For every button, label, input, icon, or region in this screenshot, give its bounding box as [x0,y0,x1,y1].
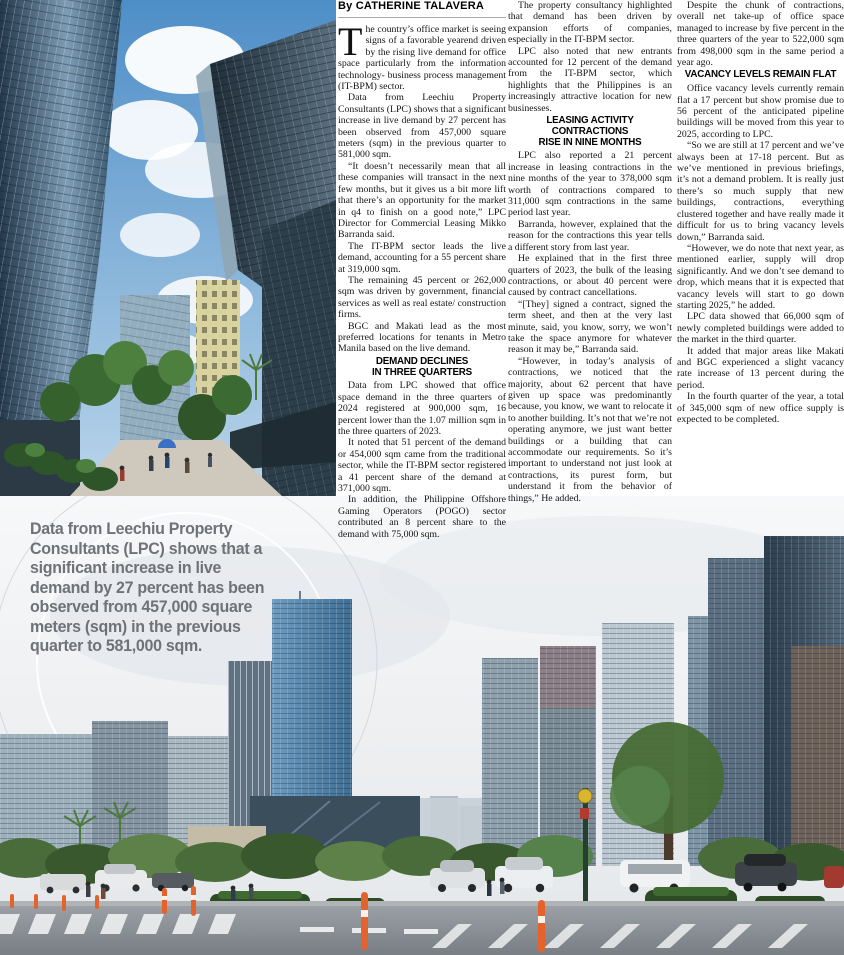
article-paragraph: LPC also noted that new entrants accounted for 12 percent of the demand from the IT-BPM sector, which highlights that the Philippines is an increasingly attractive location for new businesses. [508,45,672,114]
article-paragraph: The remaining 45 percent or 262,000 sqm was driven by government, financial services as well as real estate/ construction firms. [338,274,506,321]
article-paragraph: Office vacancy levels currently remain flat a 17 percent but show promise due to 56 percent of the anticipated pipeline buildings will be moved from this year to 2025, according to LPC. [677,83,844,140]
article-paragraph: “So we are still at 17 percent and we’ve always been at 17-18 percent. But as we’ve mentioned in previous briefings, it’s not a demand problem. It is really just there’s so much supply that new buildings, contractions, everything clustered together and have really made it difficult for us to bring vacancy levels down,” Barranda said. [677,140,844,243]
article-paragraph: BGC and Makati lead as the most preferred locations for tenants in Metro Manila based on the live demand. [338,320,506,355]
article-paragraph: He explained that in the first three quarters of 2023, the bulk of the leasing contractions, or about 40 percent were caused by contract cancellations. [508,253,672,299]
article-paragraph: “It doesn’t necessarily mean that all these companies will transact in the next few months, but it gives us a bit more lift that there’s an opportunity for the market in q4 to finish on a good note,” LPC Director for Commercial Leasing Mikko Barranda said. [338,160,506,241]
top-photo-skyscrapers-upward [0,0,336,496]
article-column-1 [338,0,506,540]
article-paragraph: LPC data showed that 66,000 sqm of newly completed buildings were added to the market in the third quarter. [677,311,844,346]
article-paragraph: “However, we do note that next year, as mentioned earlier, supply will drop significantly. And we don’t see demand to drop, which means that it is expected that vacancy levels will start to go down starting 2025,” he added. [677,242,844,311]
article-paragraph: It added that major areas like Makati and BGC experienced a slight vacancy rate increase of 13 percent during the period. [677,345,844,391]
byline: By CATHERINE TALAVERA [338,0,484,12]
article-paragraph: It noted that 51 percent of the demand or 454,000 sqm came from the traditional sector, while the IT-BPM sector registered a 41 percent share of the demand at 371,000 sqm. [338,437,506,495]
article-paragraph: The IT-BPM sector leads the live demand, accounting for a 55 percent share at 319,000 sqm. [338,240,506,275]
article-paragraph: Data from LPC showed that office space demand in the three quarters of 2024 registered at 900,000 sqm, 16 percent lower than the 1.07 million sqm in the three quarters of 2023. [338,380,506,437]
subheading-line: RISE IN NINE MONTHS [538,136,642,148]
byline-divider [338,17,506,18]
article-paragraph: The property consultancy highlighted that demand has been driven by expansion efforts of companies, especially in the IT-BPM sector. [508,0,672,46]
pull-quote: Data from Leechiu Property Consultants (LPC) shows that a significant increase in live demand by 27 percent has been observed from 457,000 square meters (sqm) in the previous quarter to 581,000 sqm. [30,519,265,655]
subheading-line: VACANCY LEVELS REMAIN FLAT [684,69,837,81]
subheading-line: IN THREE QUARTERS [371,366,473,378]
subheading-line: DEMAND DECLINES [375,355,469,367]
article-paragraph: “[They] signed a contract, signed the term sheet, and then at the very last minute, said, you know, sorry, we won’t take the space anymore for whatever reason it may be,” Barranda said. [508,298,672,356]
subheading-line: LEASING ACTIVITY CONTRACTIONS [546,115,634,137]
article-column-3 [677,0,844,425]
article-paragraph: Data from Leechiu Property Consultants (LPC) shows that a significant increase in live demand by 27 percent has been observed from 457,000 square meters (sqm) in the previous quarter to 581,000 sqm. [338,92,506,161]
article-paragraph: Barranda, however, explained that the reason for the contractions this year tells a different story from last year. [508,218,672,253]
article-paragraph: In addition, the Philippine Offshore Gaming Operators (POGO) sector contributed an 8 percent share to the demand with 75,000 sqm. [338,494,506,540]
subheading-vacancy-flat [677,70,844,81]
red-car [824,866,844,888]
article-paragraph: LPC also reported a 21 percent increase in leasing contractions in the nine months of the year to 378,000 sqm worth of contractions compared to 311,000 sqm contractions in the same period last year. [508,150,672,219]
article-paragraph: “However, in today’s analysis of contractions, we noticed that the majority, about 62 percent that have given up space was predominantly because, you know, we want to relocate it to another building. It’s not that we’re not operating anymore, we just want better buildings or a building that can accommodate our requirements. So it’s important to understand not just look at contractions, its purest form, but understand it from the behavior of things,” He added. [508,355,672,504]
subheading-demand-declines [338,357,506,379]
article-paragraph-text: he country’s office market is seeing signs of a favorable yearend driven by the rising live demand for office space particularly from the information technology- business process management (IT-BPM) sector. [338,24,506,93]
article-paragraph: In the fourth quarter of the year, a total of 345,000 sqm of new office supply is expected to be completed. [677,391,844,426]
article-paragraph [338,19,506,93]
drop-cap: T [338,19,363,64]
article-paragraph: Despite the chunk of contractions, overall net take-up of office space managed to increase by five percent in the three quarters of the year to 522,000 sqm from 498,000 sqm in the same period a year ago. [677,0,844,69]
subheading-leasing-contractions [508,116,672,148]
article-column-2 [508,0,672,504]
